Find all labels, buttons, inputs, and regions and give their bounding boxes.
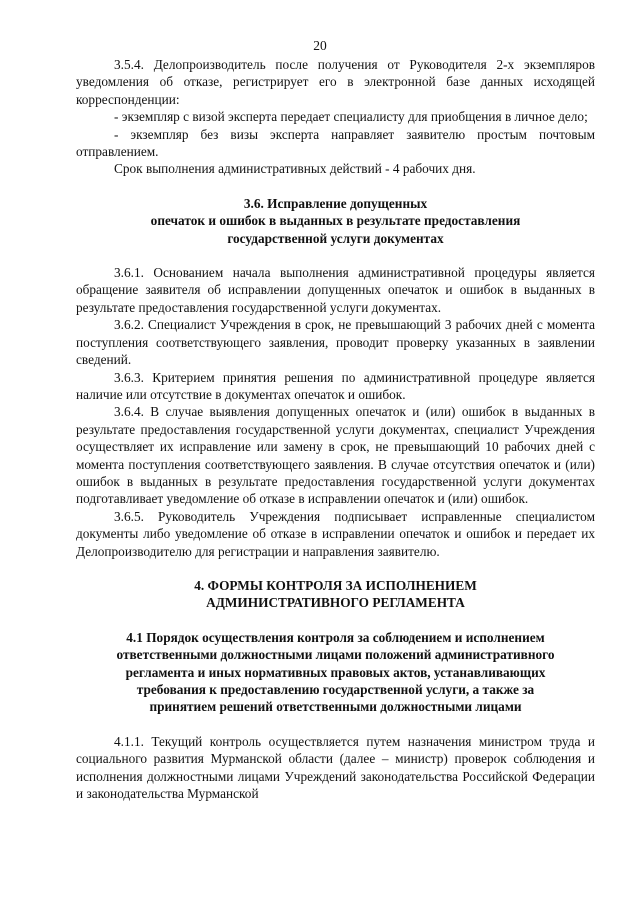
spacer — [76, 560, 595, 577]
spacer — [76, 247, 595, 264]
document-body — [76, 56, 595, 802]
heading-line: принятием решений ответственными должностными лицами — [149, 699, 522, 715]
heading-line: ответственными должностными лицами положений административного — [116, 647, 555, 663]
paragraph-p-4-1-1: 4.1.1. Текущий контроль осуществляется путем назначения министром труда и социального развития Мурманской области (далее – министр) проверок соблюдения и исполнения должностными лицами Учреждений законодательства Российской Федерации и законодательства Мурманской — [76, 733, 595, 802]
section-heading-h-4 — [76, 577, 595, 612]
page-number: 20 — [313, 38, 327, 53]
paragraph-p-3-6-2: 3.6.2. Специалист Учреждения в срок, не превышающий 3 рабочих дней с момента поступления соответствующего заявления, проводит проверку указанных в заявлении сведений. — [76, 317, 595, 368]
heading-line: требования к предоставлению государственной услуги, а также за — [136, 682, 535, 697]
heading-line: государственной услуги документах — [227, 230, 444, 246]
spacer — [76, 716, 595, 733]
heading-line: АДМИНИСТРАТИВНОГО РЕГЛАМЕНТА — [206, 595, 465, 611]
paragraph-p-3-5-4-a: - экземпляр с визой эксперта передает специалисту для приобщения в личное дело; — [114, 109, 588, 125]
paragraph-p-3-5-4-b: - экземпляр без визы эксперта направляет заявителю простым почтовым отправлением. — [76, 126, 595, 160]
heading-line: регламента и иных нормативных правовых актов, устанавливающих — [125, 664, 546, 680]
heading-line: 4. ФОРМЫ КОНТРОЛЯ ЗА ИСПОЛНЕНИЕМ — [194, 577, 477, 593]
paragraph-p-3-6-1: 3.6.1. Основанием начала выполнения административной процедуры является обращение заявителя об исправлении допущенных опечаток и ошибок в выданных в результате предоставления государственной услуги документах. — [76, 265, 595, 315]
spacer — [76, 178, 595, 195]
heading-line: 4.1 Порядок осуществления контроля за соблюдением и исполнением — [126, 629, 545, 645]
paragraph-p-3-5-4: 3.5.4. Делопроизводитель после получения от Руководителя 2-х экземпляров уведомления об отказе, регистрирует его в электронной базе данных исходящей корреспонденции: — [76, 57, 595, 107]
paragraph-p-3-6-5: 3.6.5. Руководитель Учреждения подписывает исправленные специалистом документы либо уведомление об отказе в исправлении опечаток и ошибок и передает их Делопроизводителю для регистрации и направления заявителю. — [76, 508, 595, 559]
paragraph-p-3-6-3: 3.6.3. Критерием принятия решения по административной процедуре является наличие или отсутствие в документах опечаток и ошибок. — [76, 369, 595, 402]
paragraph-p-3-6-4: 3.6.4. В случае выявления допущенных опечаток и (или) ошибок в выданных в результате предоставления государственной услуги документах, специалист Учреждения осуществляет их исправление или замену в срок, не превышающий 10 рабочих дней с момента поступления соответствующего заявления. В случае отсутствия опечаток и (или) ошибок в выданных в результате предоставления государственной услуги документах подготавливает уведомление об отказе в исправлении опечаток и (или) ошибок. — [76, 404, 595, 507]
section-heading-h-4-1 — [76, 629, 595, 716]
section-heading-h-3-6 — [76, 195, 595, 247]
heading-line: 3.6. Исправление допущенных — [243, 195, 428, 211]
heading-line: опечаток и ошибок в выданных в результате предоставления — [150, 213, 521, 229]
spacer — [76, 612, 595, 629]
paragraph-p-3-5-term: Срок выполнения административных действий - 4 рабочих дня. — [114, 161, 476, 177]
